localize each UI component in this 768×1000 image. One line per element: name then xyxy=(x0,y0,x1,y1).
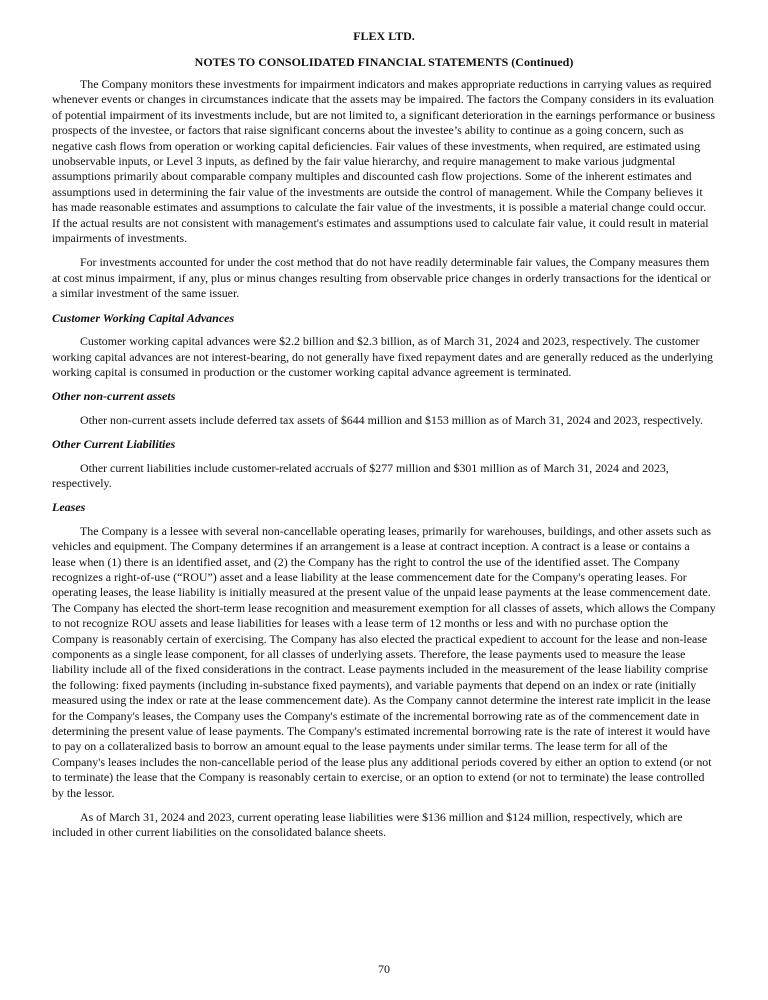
page-number: 70 xyxy=(378,962,390,976)
paragraph-cost-method: For investments accounted for under the cost method that do not have readily determinable fair values, the Company measures them at cost minus impairment, if any, plus or minus changes resulting from observable price changes in orderly transactions for the identical or a similar investment of the same issuer. xyxy=(52,255,711,301)
paragraph-other-non-current-assets: Other non-current assets include deferred tax assets of $644 million and $153 million as of March 31, 2024 and 2023, respectively. xyxy=(80,412,703,427)
paragraph-customer-working-capital: Customer working capital advances were $2.2 billion and $2.3 billion, as of March 31, 2024 and 2023, respectively. The customer working capital advances are not interest-bearing, do not generally have fixed repayment dates and are generally reduced as the underlying working capital is consumed in production or the customer working capital advance agreement is terminated. xyxy=(52,334,713,379)
section-heading-other-current-liabilities: Other Current Liabilities xyxy=(52,437,176,452)
section-heading-leases: Leases xyxy=(52,500,86,515)
paragraph-lease-liabilities: As of March 31, 2024 and 2023, current operating lease liabilities were $136 million and $124 million, respectively, which are included in other current liabilities on the consolidated balance sheets. xyxy=(52,810,683,840)
section-heading-other-non-current-assets: Other non-current assets xyxy=(52,389,176,404)
paragraph-other-current-liabilities: Other current liabilities include customer-related accruals of $277 million and $301 million as of March 31, 2024 and 2023, respectively. xyxy=(52,460,669,490)
paragraph-leases: The Company is a lessee with several non-cancellable operating leases, primarily for warehouses, buildings, and other assets such as vehicles and equipment. The Company determines if an arrangement is a lease at contract inception. A contract is a lease or contains a lease when (1) there is an identified asset, and (2) the Company has the right to control the use of the identified asset. The Company recognizes a right-of-use (“ROU”) asset and a lease liability at the lease commencement date for the Company's operating leases. For operating leases, the lease liability is initially measured at the present value of the unpaid lease payments at the lease commencement date. The Company has elected the short-term lease recognition and measurement exemption for all classes of assets, which allows the Company to not recognize ROU assets and lease liabilities for leases with a lease term of 12 months or less and with no purchase option the Company is reasonably certain of exercising. The Company has also elected the practical expedient to account for the lease and non-lease components as a single lease component, for all classes of underlying assets. Therefore, the lease payments used to measure the lease liability include all of the fixed considerations in the contract. Lease payments included in the measurement of the lease liability comprise the following: fixed payments (including in-substance fixed payments), and variable payments that depend on an index or rate (initially measured using the index or rate at the lease commencement date). As the Company cannot determine the interest rate implicit in the lease for the Company's leases, the Company uses the Company's estimate of the incremental borrowing rate as of the commencement date in determining the present value of lease payments. The Company's estimated incremental borrowing rate is the rate of interest it would have to pay on a collateralized basis to borrow an amount equal to the lease payments under similar terms. The lease term for all of the Company's leases includes the non-cancellable period of the lease plus any additional periods covered by either an option to extend (or not to terminate) the lease that the Company is reasonably certain to exercise, or an option to extend (or not to terminate) the lease controlled by the lessor. xyxy=(52,523,716,800)
section-heading-customer-working-capital: Customer Working Capital Advances xyxy=(52,310,235,325)
page-title: NOTES TO CONSOLIDATED FINANCIAL STATEMENTS (Continued) xyxy=(194,55,574,69)
notes-body xyxy=(52,77,716,850)
paragraph-impairment: The Company monitors these investments for impairment indicators and makes appropriate reductions in carrying values as required whenever events or changes in circumstances indicate that the assets may be impaired. The factors the Company considers in its evaluation of potential impairment of its investments include, but are not limited to, a significant deterioration in the earnings performance or business prospects of the investee, or factors that raise significant concerns about the investee’s ability to continue as a going concern, such as negative cash flows from operation or working capital deficiencies. Fair values of these investments, when required, are estimated using unobservable inputs, or Level 3 inputs, as defined by the fair value hierarchy, and require management to make various judgmental assumptions primarily about comparable company multiples and discounted cash flow projections. Some of the inherent estimates and assumptions used in determining the fair value of the investments are outside the control of management. While the Company believes it has made reasonable estimates and assumptions to calculate the fair value of the investments, it is possible a material change could occur. If the actual results are not consistent with management's estimates and assumptions used to calculate fair value, it could result in material impairments of investments. xyxy=(52,77,716,246)
company-name: FLEX LTD. xyxy=(353,29,415,43)
